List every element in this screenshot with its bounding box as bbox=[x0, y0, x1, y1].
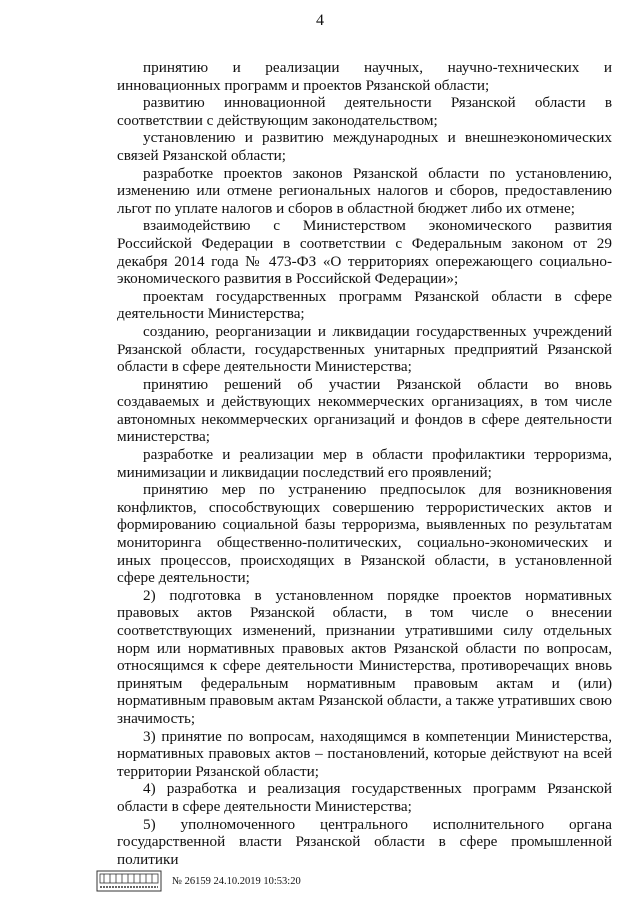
paragraph: 2) подготовка в установленном порядке проектов нормативных правовых актов Рязанской области, в том числе о внесении соответствующих изменений, признании утратившими силу отдельных норм или нормативных правовых актов Рязанской области по вопросам, относящимся к сфере деятельности Министерства, противоречащих вновь принятым федеральным нормативным правовым актам и (или) нормативным правовым актам Рязанской области, а также утративших свою значимость; bbox=[117, 586, 612, 727]
paragraph: 3) принятие по вопросам, находящимся в компетенции Министерства, нормативных правовых актов – постановлений, которые действуют на всей территории Рязанской области; bbox=[117, 727, 612, 780]
paragraph: взаимодействию с Министерством экономического развития Российской Федерации в соответствии с Федеральным законом от 29 декабря 2014 года № 473-ФЗ «О территориях опережающего социально-экономического развития в Российской Федерации»; bbox=[117, 217, 612, 288]
paragraph: 4) разработка и реализация государственных программ Рязанской области в сфере деятельности Министерства; bbox=[117, 780, 612, 815]
paragraph: разработке проектов законов Рязанской области по установлению, изменению или отмене региональных налогов и сборов, предоставлению льгот по уплате налогов и сборов в областной бюджет либо их отмене; bbox=[117, 164, 612, 217]
page-number: 4 bbox=[316, 12, 324, 29]
paragraph: разработке и реализации мер в области профилактики терроризма, минимизации и ликвидации последствий его проявлений; bbox=[117, 446, 612, 481]
paragraph: проектам государственных программ Рязанской области в сфере деятельности Министерства; bbox=[117, 287, 612, 323]
paragraph: развитию инновационной деятельности Рязанской области в соответствии с действующим законодательством; bbox=[117, 94, 612, 129]
document-body bbox=[117, 59, 612, 868]
paragraph: созданию, реорганизации и ликвидации государственных учреждений Рязанской области, государственных унитарных предприятий Рязанской области в сфере деятельности Министерства; bbox=[117, 322, 612, 376]
paragraph: принятию мер по устранению предпосылок для возникновения конфликтов, способствующих совершению террористических актов и формированию социальной базы терроризма, выявленных по результатам мониторинга общественно-политических, социально-экономических и иных процессов, происходящих в Рязанской области, в установленной сфере деятельности; bbox=[117, 481, 612, 587]
paragraph: установлению и развитию международных и внешнеэкономических связей Рязанской области; bbox=[117, 129, 612, 164]
registry-logo-icon bbox=[96, 869, 162, 893]
paragraph: принятию и реализации научных, научно-технических и инновационных программ и проектов Рязанской области; bbox=[117, 59, 612, 94]
registration-stamp bbox=[96, 869, 301, 893]
paragraph: 5) уполномоченного центрального исполнительного органа государственной власти Рязанской области в сфере промышленной политики bbox=[117, 815, 612, 868]
paragraph: принятию решений об участии Рязанской области во вновь создаваемых и действующих некоммерческих организациях, в том числе автономных некоммерческих организаций и фондов в сфере деятельности министерства; bbox=[117, 375, 612, 446]
registration-number: № 26159 24.10.2019 10:53:20 bbox=[172, 875, 301, 887]
